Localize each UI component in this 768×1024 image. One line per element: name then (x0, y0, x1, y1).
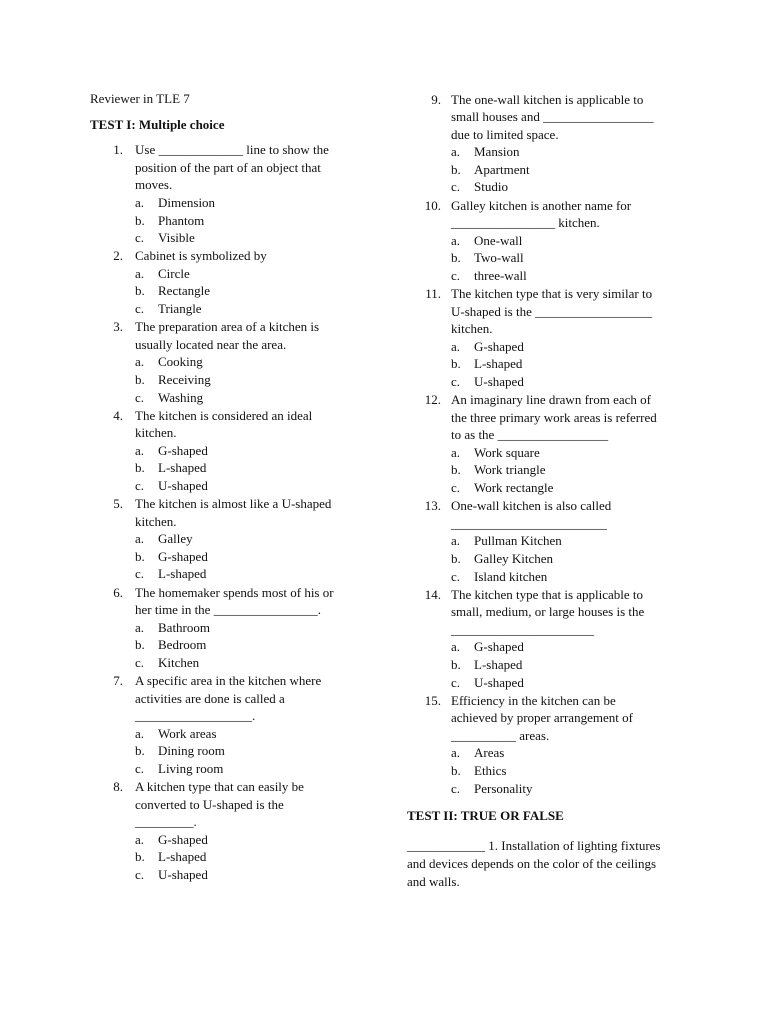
answer-option (90, 742, 390, 760)
answer-option (407, 550, 697, 568)
true-false-item: ____________ 1. Installation of lighting fixtures and devices depends on the color of the ceilings and walls. (407, 837, 661, 889)
question-number: 1. (113, 142, 123, 158)
answer-option (90, 194, 390, 212)
question-number: 12. (424, 392, 441, 408)
question-number: 7. (113, 673, 123, 688)
question-text: Use _____________ line to show the position of the part of an object that moves. (135, 142, 329, 193)
option-letter: b. (451, 161, 461, 177)
option-text: U-shaped (158, 867, 208, 883)
answer-option (407, 638, 697, 656)
question-row (90, 584, 390, 619)
answer-option (407, 780, 697, 798)
answer-option (90, 548, 390, 566)
answer-option (90, 282, 390, 300)
option-text: Circle (158, 265, 190, 281)
answer-option (90, 442, 390, 460)
question-item (407, 197, 697, 285)
answer-option (407, 249, 697, 267)
question-text: The kitchen is almost like a U-shaped kitchen. (135, 496, 332, 529)
option-letter: b. (135, 212, 145, 228)
answer-option (90, 353, 390, 371)
answer-option (90, 636, 390, 654)
option-letter: a. (451, 745, 461, 761)
question-row (407, 197, 697, 232)
question-item (90, 778, 390, 884)
answer-option (407, 744, 697, 762)
option-text: Personality (474, 780, 533, 796)
option-text: Bedroom (158, 637, 207, 653)
question-row (90, 778, 390, 831)
option-letter: c. (135, 477, 145, 493)
option-letter: a. (451, 533, 461, 549)
answer-option (90, 654, 390, 672)
question-item (90, 672, 390, 778)
answer-option (407, 232, 697, 250)
answer-option (407, 373, 697, 391)
option-letter: c. (135, 654, 145, 670)
option-text: Galley (158, 531, 193, 547)
question-row (90, 407, 390, 442)
option-letter: b. (135, 548, 145, 564)
option-text: Washing (158, 389, 204, 405)
question-text: One-wall kitchen is also called ________________________ (451, 498, 612, 531)
option-letter: b. (135, 849, 145, 865)
option-text: three-wall (474, 267, 527, 283)
answer-option (90, 459, 390, 477)
question-item (90, 141, 390, 247)
option-text: Dining room (158, 743, 225, 759)
option-text: Galley Kitchen (474, 550, 554, 566)
answer-option (90, 300, 390, 318)
question-text: The kitchen type that is applicable to small, medium, or large houses is the ______________________ (451, 586, 645, 637)
answer-option (407, 479, 697, 497)
option-text: Dimension (158, 194, 216, 210)
option-letter: c. (451, 267, 461, 283)
option-text: Work triangle (474, 462, 546, 478)
answer-option (407, 656, 697, 674)
answer-option (407, 355, 697, 373)
option-text: G-shaped (158, 442, 208, 458)
option-letter: b. (135, 283, 145, 299)
right-column (407, 90, 697, 891)
option-text: G-shaped (474, 338, 524, 354)
option-letter: c. (451, 374, 461, 389)
question-text: The homemaker spends most of his or her time in the ________________. (135, 584, 334, 618)
question-item (407, 497, 697, 585)
question-row (90, 247, 390, 265)
question-number: 14. (424, 586, 441, 602)
question-item (407, 285, 697, 391)
answer-option (90, 831, 390, 849)
option-letter: a. (135, 354, 145, 370)
option-letter: b. (135, 460, 145, 476)
question-text: The preparation area of a kitchen is usually located near the area. (135, 319, 320, 352)
option-letter: c. (135, 230, 145, 246)
answer-option (90, 619, 390, 637)
question-row (90, 141, 390, 194)
option-text: L-shaped (158, 849, 207, 865)
question-item (407, 586, 697, 692)
question-row (407, 391, 697, 444)
question-row (407, 692, 697, 745)
answer-option (407, 674, 697, 692)
question-item (407, 692, 697, 798)
test2-title: TEST II: TRUE OR FALSE (407, 808, 564, 824)
option-letter: b. (451, 550, 461, 566)
question-row (407, 586, 697, 639)
question-number: 3. (113, 319, 123, 335)
option-text: Two-wall (474, 250, 524, 266)
question-text: The one-wall kitchen is applicable to small houses and _________________ due to limited space. (451, 91, 654, 142)
question-number: 4. (113, 407, 123, 423)
question-text: The kitchen is considered an ideal kitchen. (135, 407, 313, 441)
answer-option (407, 267, 697, 285)
question-item (90, 318, 390, 406)
answer-option (90, 565, 390, 583)
option-letter: b. (451, 356, 461, 372)
test2-section (407, 807, 697, 891)
option-text: Cooking (158, 354, 203, 370)
question-number: 15. (424, 692, 441, 708)
question-row (407, 497, 697, 532)
answer-option (90, 389, 390, 407)
question-text: A kitchen type that can easily be converted to U-shaped is the _________. (135, 779, 304, 830)
option-letter: a. (135, 725, 145, 741)
option-text: Phantom (158, 212, 205, 228)
question-text: Cabinet is symbolized by (135, 248, 267, 264)
question-row (407, 91, 697, 144)
answer-option (407, 762, 697, 780)
option-letter: c. (451, 780, 461, 796)
option-letter: b. (135, 637, 145, 653)
answer-option (90, 265, 390, 283)
option-letter: a. (451, 639, 461, 655)
option-text: Kitchen (158, 654, 200, 670)
question-text: An imaginary line drawn from each of the three primary work areas is referred to as the _________________ (451, 392, 657, 443)
option-letter: a. (451, 232, 461, 248)
option-letter: a. (451, 444, 461, 460)
question-row (90, 318, 390, 353)
document-title: Reviewer in TLE 7 (90, 91, 190, 106)
question-number: 10. (424, 197, 441, 213)
question-item (90, 495, 390, 583)
question-number: 13. (424, 498, 441, 514)
question-text: The kitchen type that is very similar to U-shaped is the __________________ kitchen. (451, 286, 653, 337)
option-text: Rectangle (158, 283, 210, 299)
option-text: Ethics (474, 763, 507, 779)
option-letter: b. (451, 250, 461, 266)
option-letter: a. (451, 144, 461, 160)
option-text: Island kitchen (474, 568, 548, 584)
answer-option (407, 161, 697, 179)
option-text: U-shaped (474, 674, 524, 690)
option-text: U-shaped (474, 374, 524, 389)
option-text: Work square (474, 444, 540, 460)
option-text: G-shaped (474, 639, 524, 655)
option-text: L-shaped (474, 657, 523, 672)
answer-option (90, 848, 390, 866)
option-text: Living room (158, 760, 224, 776)
test1-title: TEST I: Multiple choice (90, 116, 225, 132)
answer-option (90, 477, 390, 495)
answer-option (407, 338, 697, 356)
option-letter: a. (135, 442, 145, 458)
option-text: Receiving (158, 371, 211, 387)
option-text: Apartment (474, 161, 530, 177)
option-letter: c. (135, 389, 145, 405)
option-letter: b. (135, 371, 145, 387)
option-text: Mansion (474, 144, 520, 160)
option-text: G-shaped (158, 548, 208, 564)
option-letter: a. (135, 619, 145, 635)
option-letter: b. (135, 743, 145, 759)
option-text: Triangle (158, 301, 202, 317)
question-row (90, 495, 390, 530)
answer-option (407, 178, 697, 196)
answer-option (407, 568, 697, 586)
option-text: Visible (158, 230, 195, 246)
question-number: 9. (431, 91, 441, 107)
option-text: One-wall (474, 232, 523, 248)
option-letter: c. (451, 568, 461, 584)
option-text: Areas (474, 745, 505, 761)
answer-option (90, 371, 390, 389)
option-letter: c. (451, 179, 461, 195)
question-row (407, 285, 697, 338)
option-text: Work areas (158, 725, 217, 741)
question-row (90, 672, 390, 725)
question-number: 8. (113, 779, 123, 795)
option-text: Work rectangle (474, 480, 554, 496)
answer-option (407, 461, 697, 479)
answer-option (90, 229, 390, 247)
answer-option (407, 444, 697, 462)
question-number: 2. (113, 248, 123, 264)
question-item (90, 247, 390, 317)
option-text: U-shaped (158, 477, 208, 493)
question-item (90, 407, 390, 495)
question-item (407, 91, 697, 197)
question-number: 11. (425, 286, 441, 302)
answer-option (90, 212, 390, 230)
option-letter: b. (451, 462, 461, 478)
option-text: Studio (474, 179, 508, 195)
option-letter: a. (451, 338, 461, 354)
answer-option (90, 760, 390, 778)
option-text: Bathroom (158, 619, 210, 635)
option-letter: c. (135, 566, 145, 582)
question-number: 5. (113, 496, 123, 512)
option-letter: a. (135, 265, 145, 281)
option-letter: a. (135, 531, 145, 547)
answer-option (90, 866, 390, 884)
option-letter: c. (451, 674, 461, 690)
answer-option (407, 143, 697, 161)
answer-option (90, 725, 390, 743)
option-letter: b. (451, 763, 461, 779)
question-text: Efficiency in the kitchen can be achieved by proper arrangement of __________ areas. (451, 692, 633, 743)
option-letter: b. (451, 657, 461, 672)
left-column (90, 90, 390, 884)
question-list-left (90, 141, 390, 883)
option-letter: c. (451, 480, 461, 496)
option-text: L-shaped (158, 566, 207, 582)
question-text: Galley kitchen is another name for ________________ kitchen. (451, 197, 632, 231)
option-text: L-shaped (474, 356, 523, 372)
option-text: L-shaped (158, 460, 207, 476)
option-letter: c. (135, 301, 145, 317)
option-letter: a. (135, 194, 145, 210)
option-letter: c. (135, 760, 145, 776)
question-number: 6. (113, 584, 123, 600)
question-item (407, 391, 697, 497)
option-text: G-shaped (158, 831, 208, 847)
option-letter: c. (135, 867, 145, 883)
question-text: A specific area in the kitchen where activities are done is called a __________________. (135, 673, 322, 724)
answer-option (407, 532, 697, 550)
option-text: Pullman Kitchen (474, 533, 562, 549)
true-false-list (407, 837, 697, 891)
option-letter: a. (135, 831, 145, 847)
answer-option (90, 530, 390, 548)
question-list-right (407, 91, 697, 798)
question-item (90, 584, 390, 672)
